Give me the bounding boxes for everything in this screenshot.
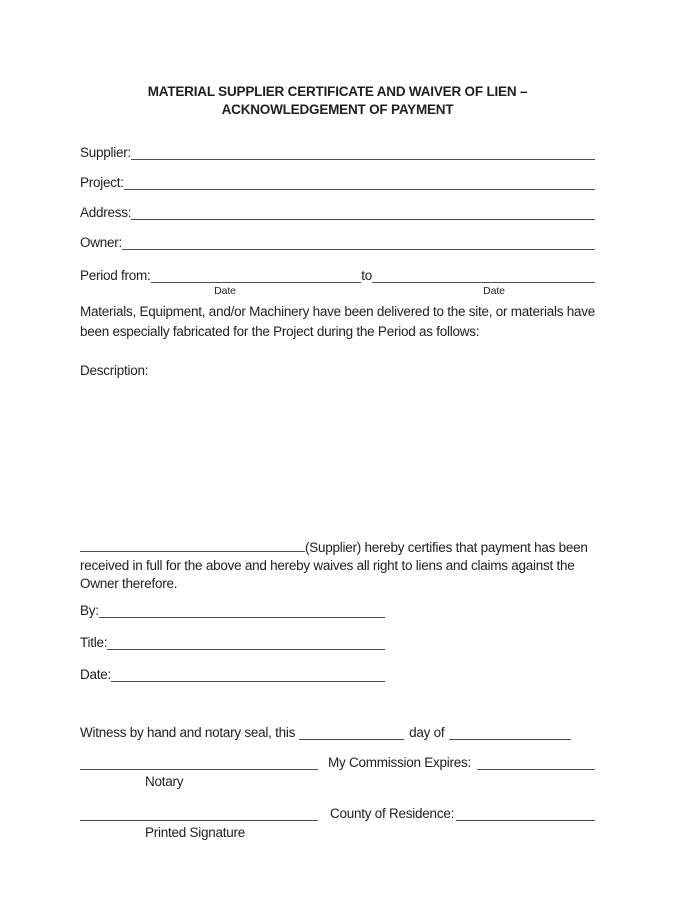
owner-field-row	[80, 220, 595, 250]
witness-month-value-line[interactable]	[449, 738, 571, 740]
period-from-label: Period from:	[80, 268, 151, 283]
notary-caption: Notary	[145, 774, 184, 789]
certify-line3: Owner therefore.	[80, 576, 178, 591]
document-title-line2: ACKNOWLEDGEMENT OF PAYMENT	[221, 102, 454, 117]
description-label: Description:	[80, 363, 149, 378]
period-from-date-caption: Date	[214, 285, 236, 297]
owner-label: Owner:	[80, 235, 123, 250]
period-to-label: to	[361, 268, 373, 283]
witness-prefix-label: Witness by hand and notary seal, this	[80, 725, 296, 740]
printed-signature-line[interactable]	[80, 819, 318, 821]
delivery-paragraph-line1: Materials, Equipment, and/or Machinery have been delivered to the site, or materials have	[80, 304, 596, 319]
address-field-row	[80, 190, 595, 220]
certify-line2: received in full for the above and hereby waives all right to liens and claims against the	[80, 558, 575, 573]
county-of-residence-value-line[interactable]	[456, 819, 595, 821]
period-date-captions	[80, 283, 595, 299]
delivery-paragraph-line2: been especially fabricated for the Project during the Period as follows:	[80, 324, 480, 339]
date-value-line[interactable]	[111, 680, 385, 682]
witness-day-value-line[interactable]	[299, 738, 404, 740]
commission-expires-value-line[interactable]	[477, 768, 595, 770]
supplier-field-row	[80, 130, 595, 160]
date-label: Date:	[80, 667, 112, 682]
project-label: Project:	[80, 175, 124, 190]
title-field-row	[80, 634, 385, 650]
address-value-line[interactable]	[131, 218, 595, 220]
notary-signature-line[interactable]	[80, 768, 318, 770]
notary-signature-row	[80, 754, 595, 770]
owner-value-line[interactable]	[122, 248, 595, 250]
by-field-row	[80, 602, 385, 618]
printed-signature-row	[80, 805, 595, 821]
commission-expires-label: My Commission Expires:	[328, 755, 472, 770]
county-of-residence-label: County of Residence:	[330, 806, 455, 821]
witness-row	[80, 724, 595, 740]
printed-signature-caption: Printed Signature	[145, 825, 246, 840]
project-value-line[interactable]	[124, 188, 595, 190]
date-field-row	[80, 666, 385, 682]
address-label: Address:	[80, 205, 132, 220]
title-value-line[interactable]	[107, 648, 385, 650]
project-field-row	[80, 160, 595, 190]
period-field-row	[80, 253, 595, 283]
certification-paragraph	[80, 539, 595, 593]
title-label: Title:	[80, 635, 108, 650]
certify-supplier-value-line[interactable]	[80, 551, 305, 552]
document-title	[80, 83, 595, 119]
delivery-paragraph	[80, 302, 595, 342]
document-title-line1: MATERIAL SUPPLIER CERTIFICATE AND WAIVER OF LIEN –	[147, 84, 528, 99]
period-to-date-caption: Date	[483, 285, 505, 297]
description-row	[80, 363, 595, 379]
supplier-label: Supplier:	[80, 145, 132, 160]
day-of-label: day of	[409, 725, 445, 740]
by-label: By:	[80, 603, 99, 618]
supplier-value-line[interactable]	[131, 158, 595, 160]
by-value-line[interactable]	[99, 616, 385, 618]
certify-line1: (Supplier) hereby certifies that payment has been	[305, 540, 588, 555]
